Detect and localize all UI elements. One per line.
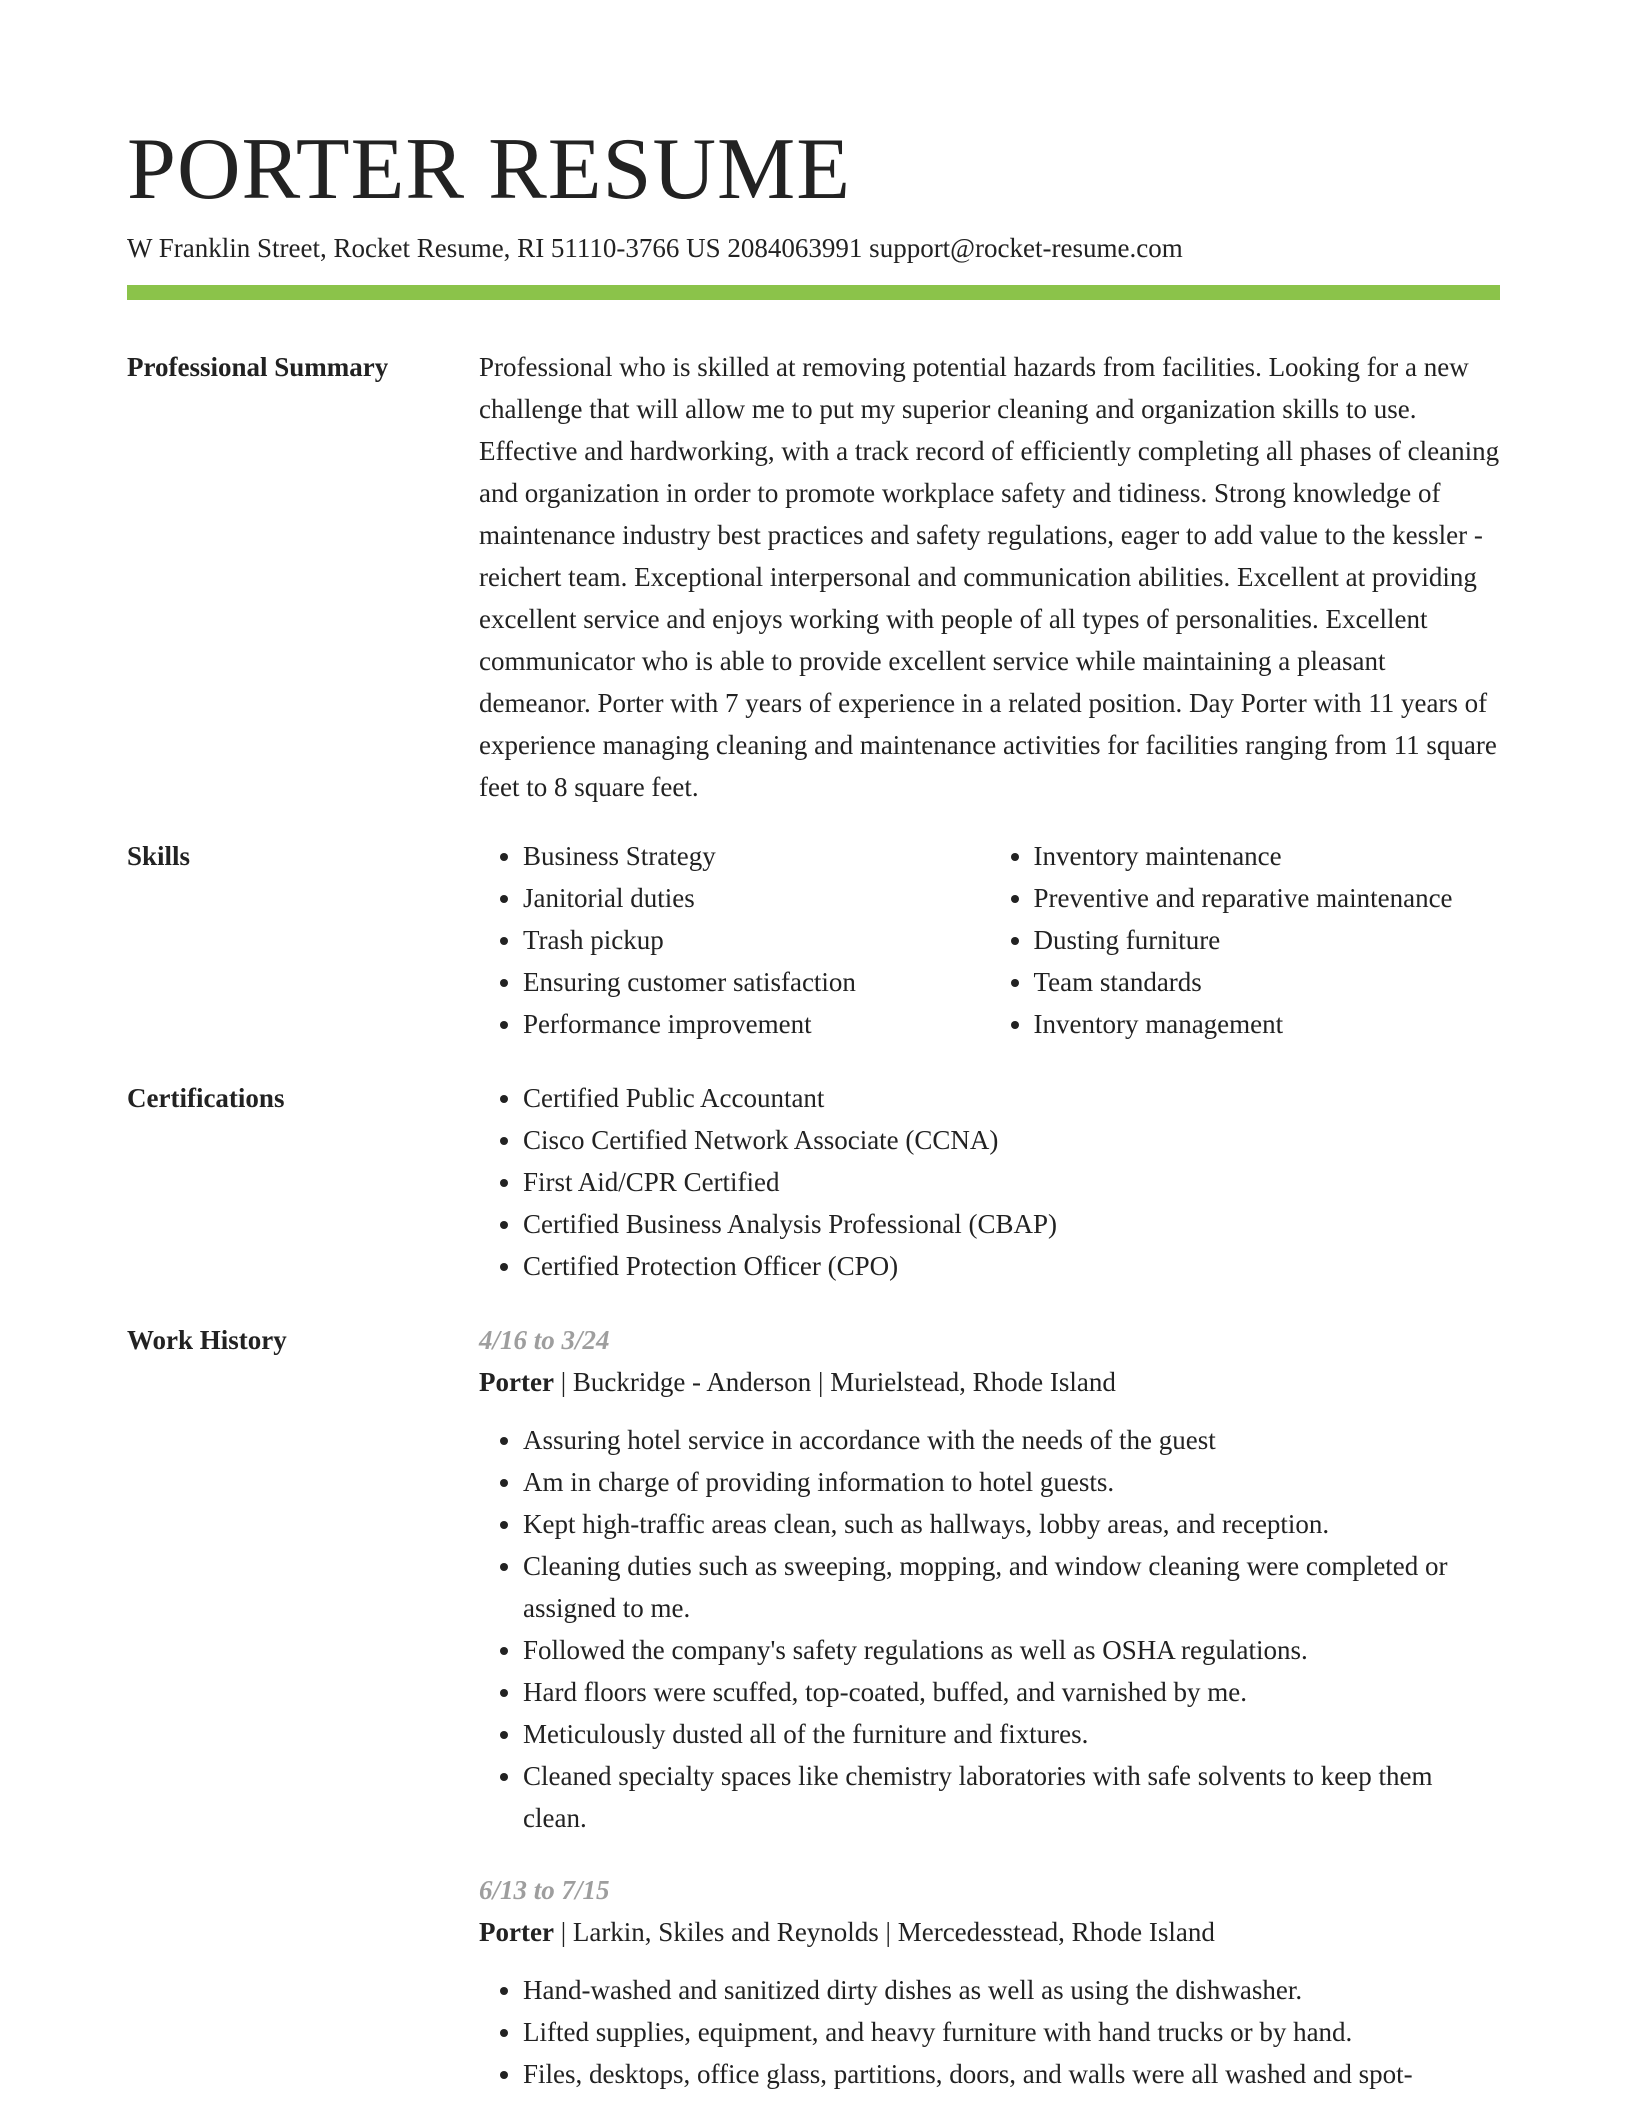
skills-list-right: [990, 835, 1501, 1045]
certifications-heading: Certifications: [127, 1083, 285, 1113]
job-title: Porter: [479, 1367, 554, 1397]
job-duty: • Cleaned specialty spaces like chemistry laboratories with safe solvents to keep them clean.: [523, 1755, 1500, 1839]
skill-item: • Preventive and reparative maintenance: [1034, 877, 1501, 919]
skills-heading: Skills: [127, 841, 191, 871]
job-entry: [479, 1869, 1500, 2095]
skill-item: • Inventory management: [1034, 1003, 1501, 1045]
job-dates: 4/16 to 3/24: [479, 1325, 610, 1355]
skills-columns: [479, 835, 1500, 1045]
certifications-body: [479, 1077, 1500, 1287]
summary-body: [479, 346, 1500, 808]
skill-item: • Performance improvement: [523, 1003, 990, 1045]
certification-item: • Certified Public Accountant: [523, 1077, 1500, 1119]
certification-item: • First Aid/CPR Certified: [523, 1161, 1500, 1203]
skill-item: • Trash pickup: [523, 919, 990, 961]
job-dates: 6/13 to 7/15: [479, 1875, 610, 1905]
skill-item: • Business Strategy: [523, 835, 990, 877]
job-duty: • Cleaning duties such as sweeping, mopping, and window cleaning were completed or assigned to me.: [523, 1545, 1500, 1629]
job-details: | Larkin, Skiles and Reynolds | Mercedesstead, Rhode Island: [553, 1917, 1215, 1947]
contact-line: W Franklin Street, Rocket Resume, RI 51110-3766 US 2084063991 support@rocket-resume.com: [127, 233, 1183, 263]
job-duty: • Hand-washed and sanitized dirty dishes as well as using the dishwasher.: [523, 1969, 1500, 2011]
job-title: Porter: [479, 1917, 554, 1947]
resume-name: PORTER RESUME: [127, 121, 852, 218]
job-details: | Buckridge - Anderson | Murielstead, Rhode Island: [553, 1367, 1116, 1397]
job-duty: • Followed the company's safety regulations as well as OSHA regulations.: [523, 1629, 1500, 1671]
skill-item: • Team standards: [1034, 961, 1501, 1003]
certifications-list: [479, 1077, 1500, 1287]
work-history-heading: Work History: [127, 1325, 287, 1355]
summary-text: Professional who is skilled at removing potential hazards from facilities. Looking for a new challenge that will allow me to put my superior cleaning and organization skills to use. Effective and hardworking, with a track record of efficiently completing all phases of cleaning and organization in order to promote workplace safety and tidiness. Strong knowledge of maintenance industry best practices and safety regulations, eager to add value to the kessler - reichert team. Exceptional interpersonal and communication abilities. Excellent at providing excellent service and enjoys working with people of all types of personalities. Excellent communicator who is able to provide excellent service while maintaining a pleasant demeanor. Porter with 7 years of experience in a related position. Day Porter with 11 years of experience managing cleaning and maintenance activities for facilities ranging from 11 square feet to 8 square feet.: [479, 352, 1500, 802]
summary-heading: Professional Summary: [127, 352, 389, 382]
job-duty: • Files, desktops, office glass, partitions, doors, and walls were all washed and spot-: [523, 2053, 1500, 2095]
certification-item: • Cisco Certified Network Associate (CCNA): [523, 1119, 1500, 1161]
skills-body: [479, 835, 1500, 1045]
skill-item: • Dusting furniture: [1034, 919, 1501, 961]
job-duty: • Assuring hotel service in accordance with the needs of the guest: [523, 1419, 1500, 1461]
skills-list-left: [479, 835, 990, 1045]
certification-item: • Certified Business Analysis Professional (CBAP): [523, 1203, 1500, 1245]
job-duty: • Am in charge of providing information to hotel guests.: [523, 1461, 1500, 1503]
job-title-line: [479, 1361, 1500, 1403]
job-duty: • Lifted supplies, equipment, and heavy furniture with hand trucks or by hand.: [523, 2011, 1500, 2053]
accent-divider: [127, 285, 1500, 300]
job-title-line: [479, 1911, 1500, 1953]
job-duty: • Hard floors were scuffed, top-coated, buffed, and varnished by me.: [523, 1671, 1500, 1713]
skill-item: • Janitorial duties: [523, 877, 990, 919]
job-duties-list: [479, 1419, 1500, 1839]
job-duty: • Meticulously dusted all of the furniture and fixtures.: [523, 1713, 1500, 1755]
job-duties-list: [479, 1969, 1500, 2095]
work-history-body: [479, 1319, 1500, 2125]
skill-item: • Ensuring customer satisfaction: [523, 961, 990, 1003]
job-duty: • Kept high-traffic areas clean, such as hallways, lobby areas, and reception.: [523, 1503, 1500, 1545]
certification-item: • Certified Protection Officer (CPO): [523, 1245, 1500, 1287]
skill-item: • Inventory maintenance: [1034, 835, 1501, 877]
job-entry: [479, 1319, 1500, 1839]
